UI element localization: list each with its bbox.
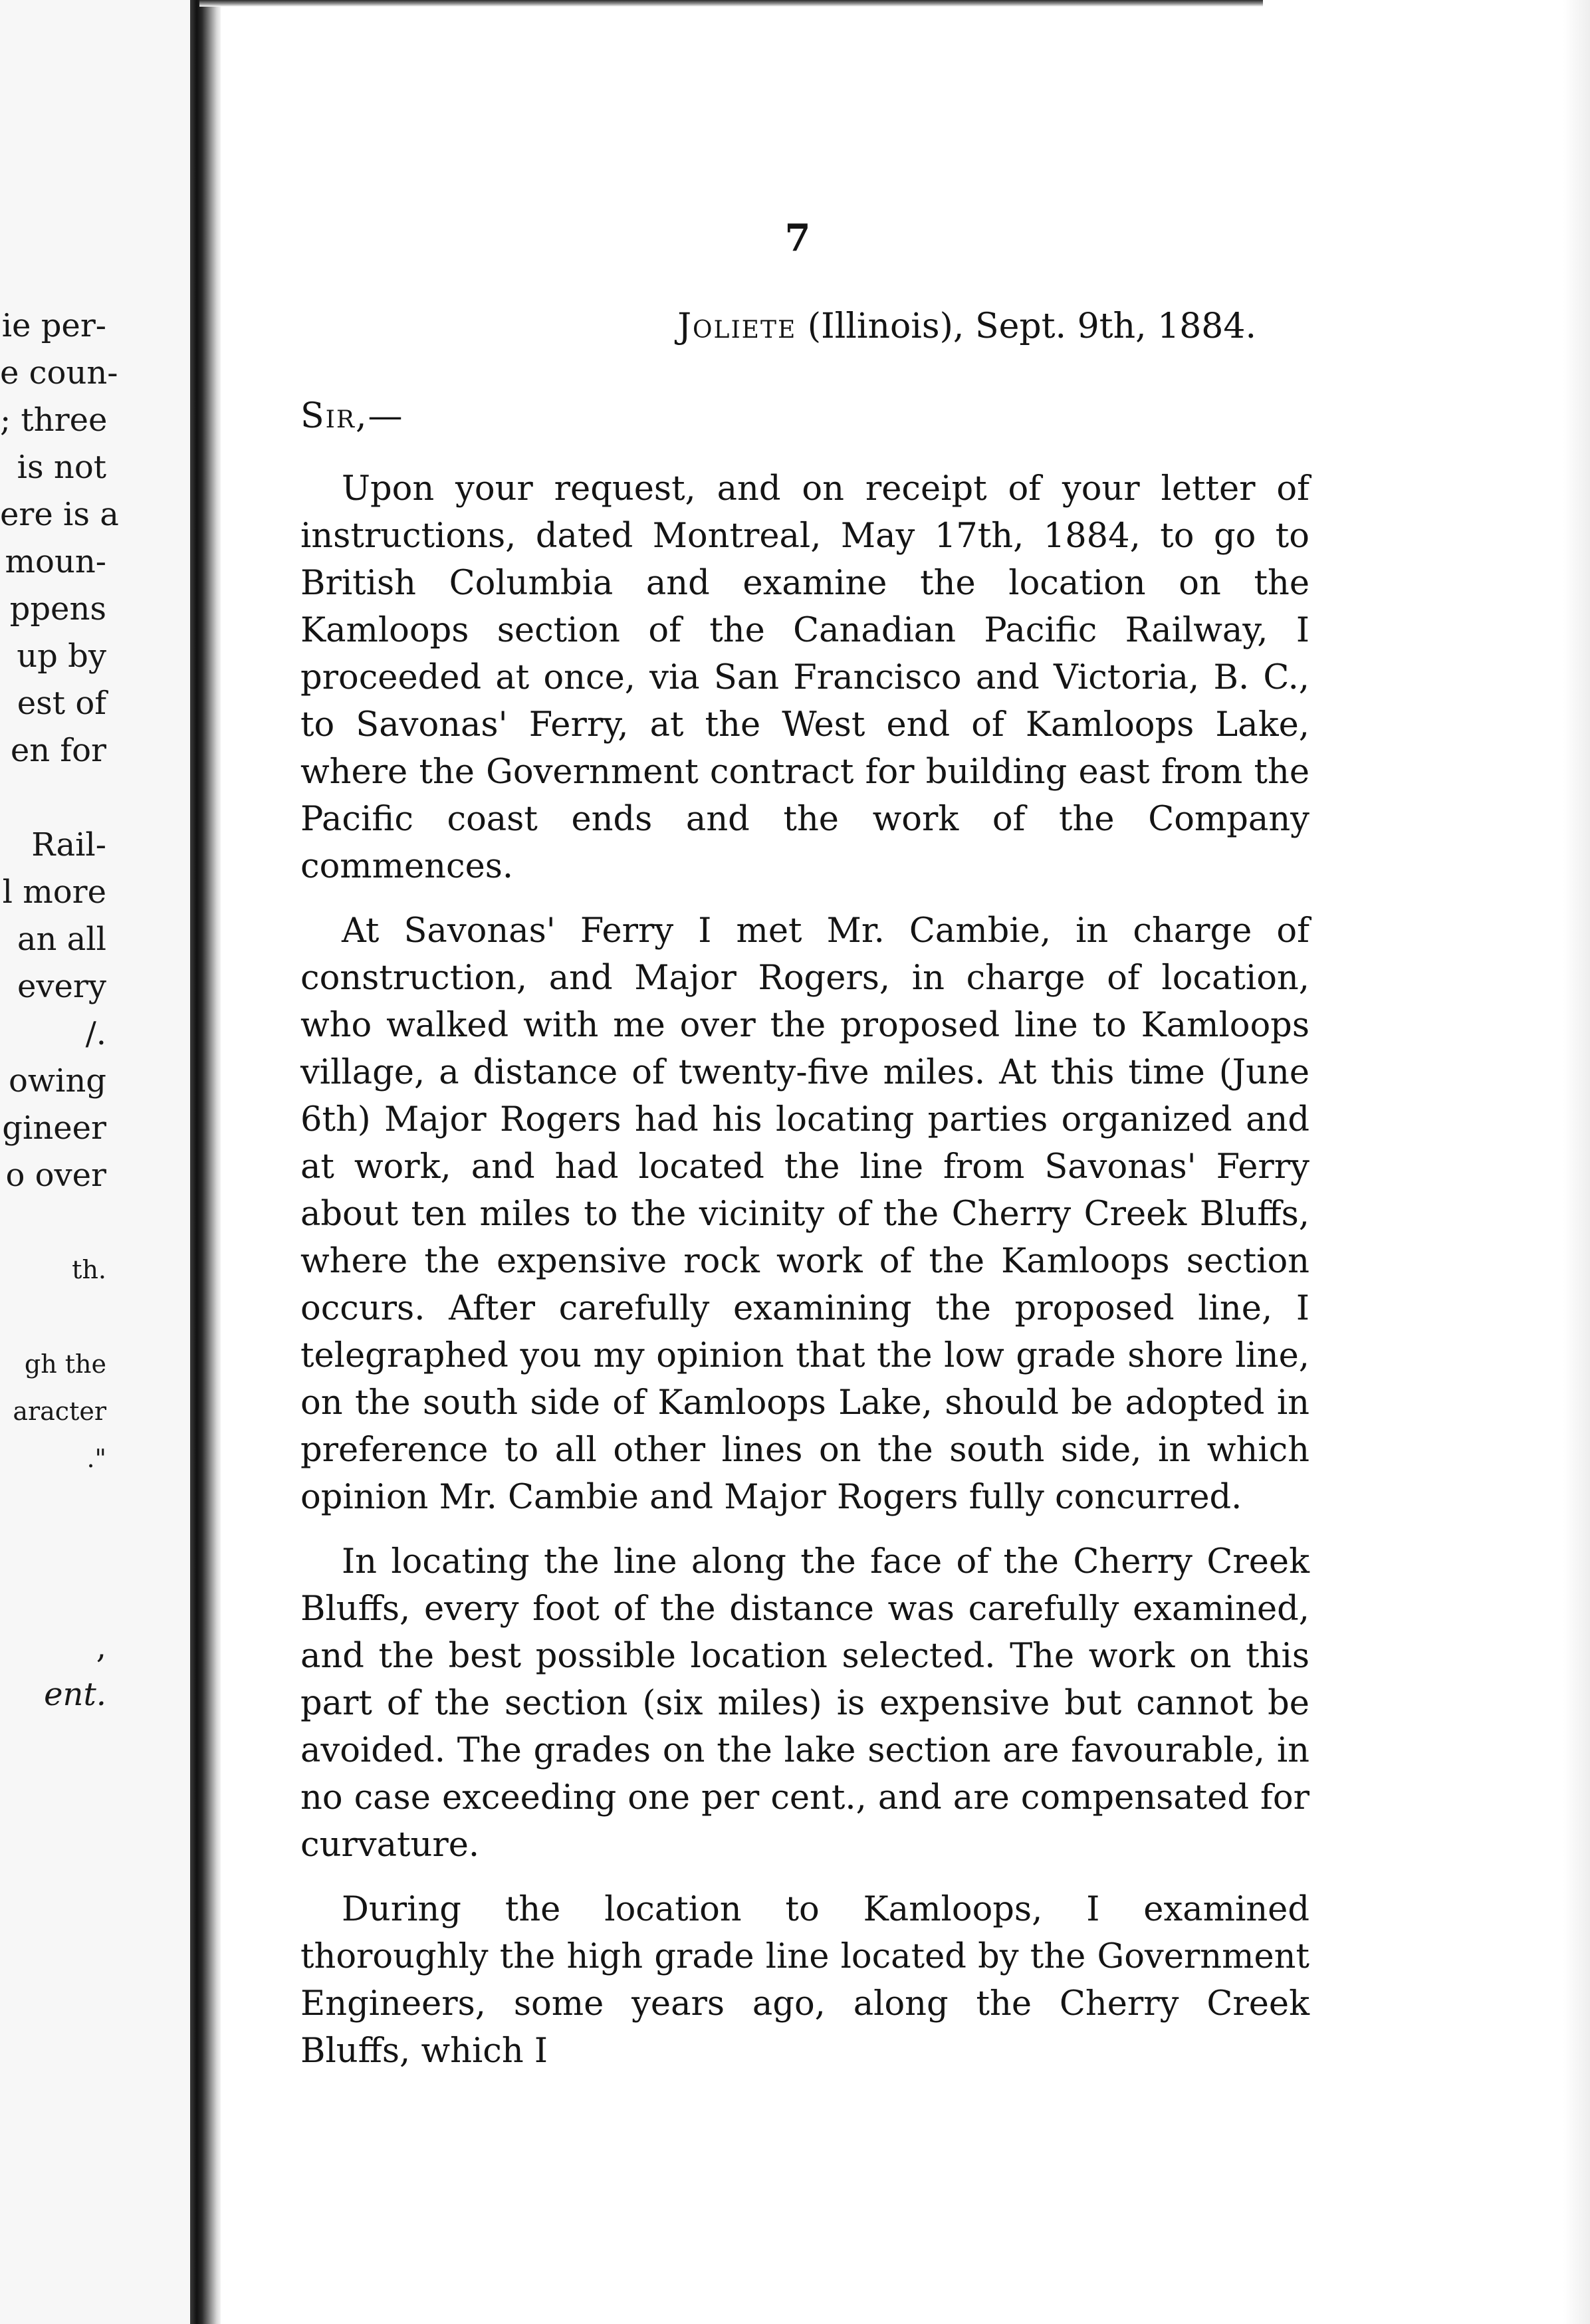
- left-page-line: /.: [85, 1015, 106, 1052]
- page-number: 7: [784, 216, 811, 260]
- left-page-line: ent.: [44, 1676, 106, 1713]
- left-page-line: gineer: [2, 1109, 106, 1147]
- left-facing-page: [0, 0, 199, 2324]
- body-paragraph: During the location to Kamloops, I examined thoroughly the high grade line located by the Government Engineers, some years ago, along the Cherry Creek Bluffs, which I: [300, 1890, 1309, 2071]
- page-top-edge: [199, 0, 1263, 7]
- letter-body: [300, 465, 1309, 2092]
- dateline-place: Joliete: [677, 306, 797, 346]
- letter-dateline: [598, 306, 1256, 347]
- body-paragraph: In locating the line along the face of the Cherry Creek Bluffs, every foot of the distance was carefully examined, and the best possible location selected. The work on this part of the section (six miles) is expensive but cannot be avoided. The grades on the lake section are favourable, in no case exceeding one per cent., and are compensated for curvature.: [300, 1542, 1309, 1865]
- dateline-date: (Illinois), Sept. 9th, 1884.: [796, 306, 1256, 346]
- left-page-line: owing: [9, 1062, 106, 1100]
- left-page-line: moun-: [5, 543, 106, 580]
- letter-salutation: Sir,—: [300, 396, 404, 436]
- left-page-line: th.: [72, 1255, 106, 1284]
- left-page-line: l more: [2, 873, 106, 911]
- left-page-line: en for: [10, 732, 106, 769]
- left-page-line: ; three: [0, 402, 108, 439]
- page-right-edge: [1563, 0, 1590, 2324]
- left-page-line: ere is a: [0, 496, 119, 533]
- left-page-line: est of: [17, 685, 106, 722]
- left-page-line: e coun-: [0, 354, 118, 392]
- left-page-line: up by: [17, 638, 106, 675]
- left-page-line: aracter: [13, 1397, 106, 1426]
- left-page-line: .": [86, 1444, 106, 1473]
- left-page-line: ppens: [9, 590, 106, 628]
- left-page-line: is not: [17, 449, 106, 486]
- left-page-line: o over: [5, 1157, 106, 1194]
- left-page-line: an all: [17, 921, 106, 958]
- left-page-line: ie per-: [1, 307, 106, 344]
- left-page-line: gh the: [24, 1349, 106, 1379]
- body-paragraph: Upon your request, and on receipt of your letter of instructions, dated Montreal, May 17th, 1884, to go to British Columbia and examine the location on the Kamloops section of the Canadian Pacific Railway, I proceeded at once, via San Francisco and Victoria, B. C., to Savonas' Ferry, at the West end of Kamloops Lake, where the Government contract for building east from the Pacific coast ends and the work of the Company commences.: [300, 469, 1309, 886]
- left-page-line: every: [17, 968, 106, 1005]
- book-gutter: [190, 0, 221, 2324]
- left-page-line: Rail-: [31, 826, 106, 864]
- body-paragraph: At Savonas' Ferry I met Mr. Cambie, in charge of construction, and Major Rogers, in charge of location, who walked with me over the proposed line to Kamloops village, a distance of twenty-five miles. At this time (June 6th) Major Rogers had his locating parties organized and at work, and had located the line from Savonas' Ferry about ten miles to the vicinity of the Cherry Creek Bluffs, where the expensive rock work of the Kamloops section occurs. After carefully examining the proposed line, I telegraphed you my opinion that the low grade shore line, on the south side of Kamloops Lake, should be adopted in preference to all other lines on the south side, in which opinion Mr. Cambie and Major Rogers fully concurred.: [300, 911, 1309, 1517]
- left-page-line: ,: [96, 1629, 106, 1666]
